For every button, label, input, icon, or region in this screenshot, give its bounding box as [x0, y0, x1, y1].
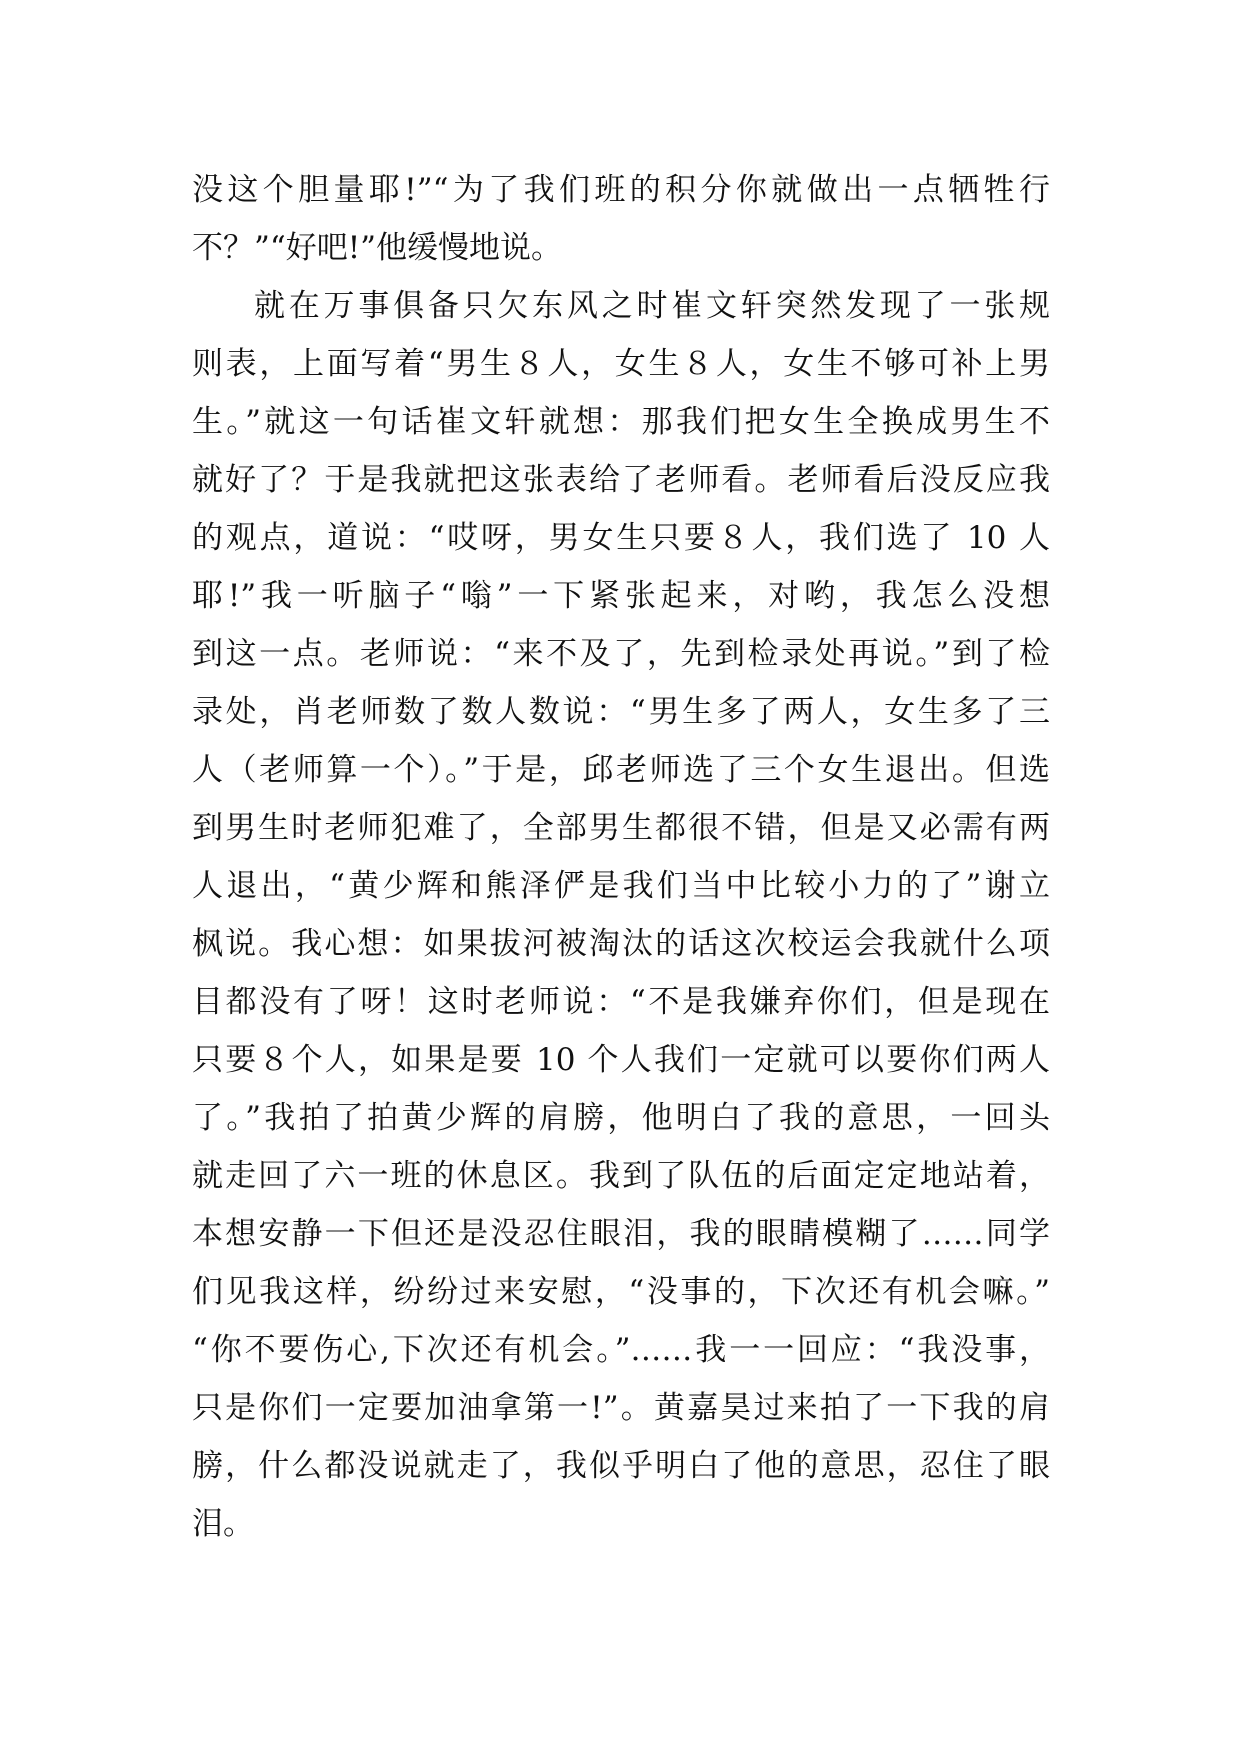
text-line: 录处，肖老师数了数人数说：“男生多了两人，女生多了三 — [192, 694, 1050, 730]
body-text — [192, 161, 1050, 1553]
text-line: “你不要伤心,下次还有机会。”……我一一回应：“我没事， — [192, 1332, 1050, 1368]
text-line: 了。”我拍了拍黄少辉的肩膀，他明白了我的意思，一回头 — [192, 1100, 1050, 1136]
text-line: 到男生时老师犯难了，全部男生都很不错，但是又必需有两 — [192, 810, 1050, 846]
text-line: 泪。 — [192, 1506, 254, 1542]
text-line: 人（老师算一个）。”于是，邱老师选了三个女生退出。但选 — [192, 752, 1050, 788]
text-line: 本想安静一下但还是没忍住眼泪，我的眼睛模糊了……同学 — [192, 1216, 1050, 1252]
text-line: 就在万事俱备只欠东风之时崔文轩突然发现了一张规 — [254, 288, 1050, 324]
text-line: 只要８个人，如果是要 10 个人我们一定就可以要你们两人 — [192, 1042, 1050, 1078]
paragraph — [192, 277, 1050, 1553]
text-line: 们见我这样，纷纷过来安慰，“没事的，下次还有机会嘛。” — [192, 1274, 1050, 1310]
text-line: 就走回了六一班的休息区。我到了队伍的后面定定地站着， — [192, 1158, 1050, 1194]
text-line: 没这个胆量耶!”“为了我们班的积分你就做出一点牺牲行 — [192, 172, 1050, 208]
text-line: 耶!”我一听脑子“嗡”一下紧张起来，对哟，我怎么没想 — [192, 578, 1050, 614]
text-line: 就好了？于是我就把这张表给了老师看。老师看后没反应我 — [192, 462, 1050, 498]
paragraph — [192, 161, 1050, 277]
text-line: 膀，什么都没说就走了，我似乎明白了他的意思，忍住了眼 — [192, 1448, 1050, 1484]
text-line: 生。”就这一句话崔文轩就想：那我们把女生全换成男生不 — [192, 404, 1050, 440]
text-line: 的观点，道说：“哎呀，男女生只要８人，我们选了 10 人 — [192, 520, 1050, 556]
text-line: 到这一点。老师说：“来不及了，先到检录处再说。”到了检 — [192, 636, 1050, 672]
text-line: 枫说。我心想：如果拔河被淘汰的话这次校运会我就什么项 — [192, 926, 1050, 962]
text-line: 则表，上面写着“男生８人，女生８人，女生不够可补上男 — [192, 346, 1050, 382]
text-line: 人退出，“黄少辉和熊泽俨是我们当中比较小力的了”谢立 — [192, 868, 1050, 904]
text-line: 目都没有了呀！这时老师说：“不是我嫌弃你们，但是现在 — [192, 984, 1050, 1020]
text-line: 不？”“好吧!”他缓慢地说。 — [192, 230, 563, 266]
text-line: 只是你们一定要加油拿第一!”。黄嘉昊过来拍了一下我的肩 — [192, 1390, 1050, 1426]
